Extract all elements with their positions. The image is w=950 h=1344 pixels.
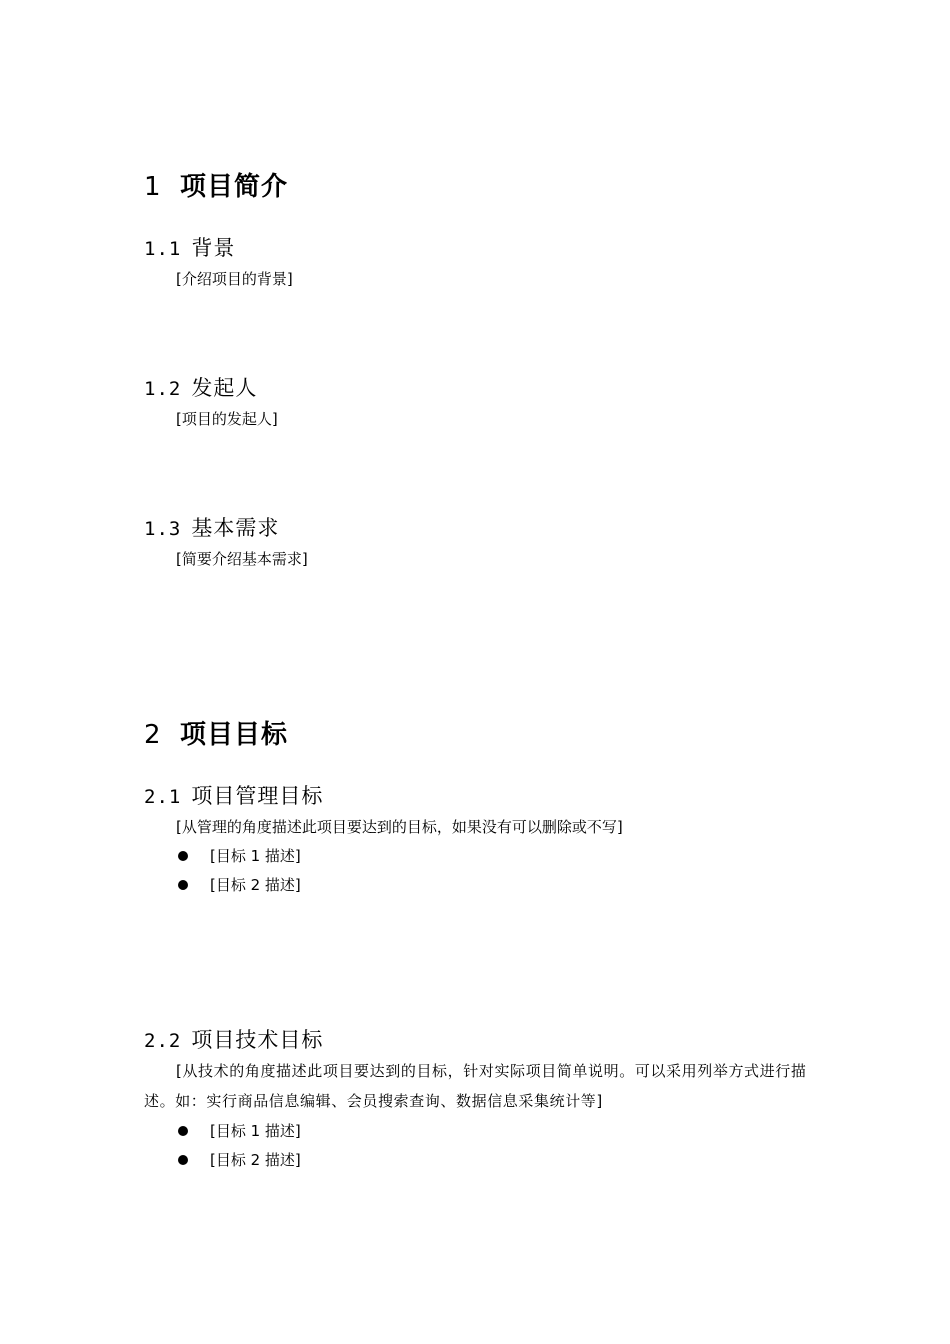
subsection-text-2-2: [从技术的角度描述此项目要达到的目标，针对实际项目简单说明。可以采用列举方式进行描述。如：实行商品信息编辑、会员搜索查询、数据信息采集统计等] (144, 1062, 807, 1110)
subsection-heading-1-2 (144, 374, 257, 403)
subsection-text-1-2: [项目的发起人] (176, 410, 278, 428)
section-title: 项目目标 (180, 720, 289, 750)
list-item-text: [目标 2 描述] (210, 876, 301, 894)
subsection-number: 1.2 (144, 378, 182, 400)
subsection-heading-1-1 (144, 234, 235, 263)
subsection-text-1-1: [介绍项目的背景] (176, 270, 293, 288)
list-item-text: [目标 1 描述] (210, 847, 301, 865)
subsection-number: 2.1 (144, 786, 182, 808)
subsection-heading-2-2 (144, 1026, 323, 1055)
section-number: 2 (144, 720, 162, 750)
bullet-icon (178, 880, 188, 890)
subsection-title: 项目技术目标 (191, 1028, 324, 1052)
bullet-icon (178, 1126, 188, 1136)
section-heading-1 (144, 170, 288, 204)
subsection-number: 1.3 (144, 518, 182, 540)
list-item-text: [目标 2 描述] (210, 1151, 301, 1169)
subsection-title: 项目管理目标 (191, 784, 324, 808)
subsection-number: 1.1 (144, 238, 182, 260)
bullet-icon (178, 851, 188, 861)
section-heading-2 (144, 718, 288, 752)
subsection-heading-2-1 (144, 782, 323, 811)
section-number: 1 (144, 172, 162, 202)
subsection-text-1-3: [简要介绍基本需求] (176, 550, 308, 568)
subsection-title: 基本需求 (191, 516, 280, 540)
bullet-icon (178, 1155, 188, 1165)
section-title: 项目简介 (180, 172, 289, 202)
subsection-title: 发起人 (191, 376, 258, 400)
subsection-number: 2.2 (144, 1030, 182, 1052)
subsection-heading-1-3 (144, 514, 279, 543)
list-item-text: [目标 1 描述] (210, 1122, 301, 1140)
subsection-title: 背景 (191, 236, 236, 260)
subsection-text-2-1: [从管理的角度描述此项目要达到的目标，如果没有可以删除或不写] (176, 818, 623, 836)
